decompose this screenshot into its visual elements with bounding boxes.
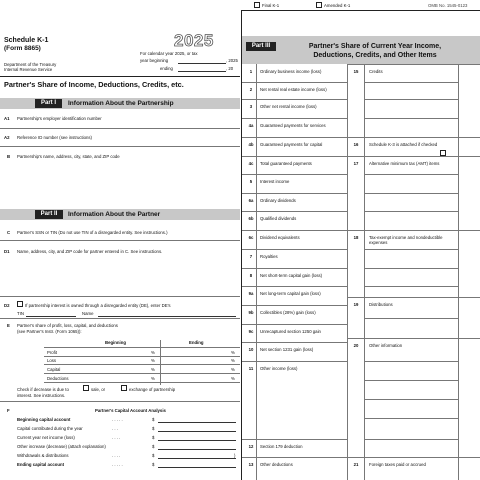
e-ending-header: Ending bbox=[189, 340, 204, 345]
line-11-number: 11 bbox=[248, 366, 254, 371]
line-4a-amount-field[interactable] bbox=[256, 137, 347, 138]
line-11-label: Other income (loss) bbox=[260, 366, 298, 371]
schedule-k3-checkbox[interactable] bbox=[440, 150, 446, 156]
capital-row-field[interactable] bbox=[158, 449, 236, 450]
right-entry-line[interactable] bbox=[364, 193, 458, 194]
withdrawals-paren: ) bbox=[234, 453, 236, 458]
line-6b-amount-field[interactable] bbox=[256, 230, 347, 231]
row-e-code: E bbox=[7, 323, 10, 328]
right-entry-line[interactable] bbox=[364, 399, 458, 400]
row-a2-label: Reference ID number (see instructions) bbox=[17, 135, 92, 140]
dept-treasury: Department of the Treasury bbox=[4, 62, 57, 67]
e-beginning-pct: % bbox=[151, 358, 155, 363]
row-d1-label: Name, address, city, and ZIP code for partner entered in C. See instructions. bbox=[17, 249, 163, 254]
line-18-number: 18 bbox=[353, 235, 359, 240]
e-row-label: Deductions bbox=[47, 376, 69, 381]
line-3-label: Other net rental income (loss) bbox=[260, 104, 317, 109]
e-beginning-pct: % bbox=[151, 367, 155, 372]
line-1-amount-field[interactable] bbox=[256, 82, 347, 83]
capital-row-field[interactable] bbox=[158, 422, 236, 423]
line-6c-number: 6c bbox=[248, 235, 254, 240]
calendar-year-text: For calendar year 2025, or tax bbox=[140, 51, 198, 56]
line-10-amount-field[interactable] bbox=[256, 361, 347, 362]
row-a1-label: Partnership's employer identification number bbox=[17, 116, 102, 121]
line-6a-number: 6a bbox=[248, 198, 254, 203]
final-k1-label: Final K-1 bbox=[262, 3, 280, 8]
row-f-code: F bbox=[7, 408, 10, 413]
right-entry-line[interactable] bbox=[364, 361, 458, 362]
line-4c-number: 4c bbox=[248, 161, 254, 166]
line-10-label: Net section 1231 gain (loss) bbox=[260, 347, 314, 352]
line-9a-label: Net long-term capital gain (loss) bbox=[260, 291, 321, 296]
line-16-label: Schedule K-3 is attached if checked bbox=[369, 142, 438, 147]
capital-row-label: Current year net income (loss) bbox=[17, 435, 75, 440]
capital-row-dots: . . . bbox=[112, 426, 118, 431]
capital-row-dots: . . . . . bbox=[112, 417, 123, 422]
line-12-number: 12 bbox=[248, 444, 254, 449]
capital-row-field[interactable] bbox=[158, 458, 236, 459]
right-entry-line[interactable] bbox=[364, 439, 458, 440]
line-8-number: 8 bbox=[249, 273, 253, 278]
line-2-label: Net rental real estate income (loss) bbox=[260, 87, 327, 92]
year-ending-suffix: , 20 bbox=[226, 66, 234, 71]
row-c-label: Partner's SSN or TIN (Do not use TIN of a disregarded entity. See instructions.) bbox=[17, 230, 168, 235]
part2-title: Information About the Partner bbox=[68, 211, 161, 218]
year-beginning-suffix: , 2025 bbox=[226, 58, 238, 63]
right-entry-line[interactable] bbox=[364, 286, 458, 287]
part3-title-line2: Deductions, Credits, and Other Items bbox=[313, 52, 437, 59]
line-13-number: 13 bbox=[248, 462, 254, 467]
capital-row-label: Ending capital account bbox=[17, 462, 65, 467]
row-b-code: B bbox=[7, 154, 11, 159]
e-beginning-header: Beginning bbox=[105, 340, 127, 345]
capital-row-dots: . . . . bbox=[112, 453, 121, 458]
disregarded-entity-checkbox[interactable] bbox=[17, 301, 23, 307]
line-3-amount-field[interactable] bbox=[256, 118, 347, 119]
tax-year: 2025 bbox=[174, 31, 214, 50]
final-k1-checkbox[interactable] bbox=[254, 2, 260, 8]
line-2-amount-field[interactable] bbox=[256, 99, 347, 100]
line-6b-label: Qualified dividends bbox=[260, 216, 297, 221]
line-17-number: 17 bbox=[353, 161, 359, 166]
capital-row-label: Withdrawals & distributions bbox=[17, 453, 69, 458]
capital-row-dollar: $ bbox=[152, 453, 155, 458]
right-entry-line[interactable] bbox=[364, 99, 458, 100]
part2-label: Part II bbox=[35, 210, 63, 219]
line-13-label: Other deductions bbox=[260, 462, 293, 467]
exchange-label: exchange of partnership bbox=[129, 387, 176, 392]
line-19-number: 19 bbox=[353, 302, 359, 307]
right-entry-line[interactable] bbox=[364, 174, 458, 175]
capital-row-dollar: $ bbox=[152, 417, 155, 422]
line-16-number: 16 bbox=[353, 142, 359, 147]
capital-row-dots: . . . . . bbox=[112, 462, 123, 467]
line-19-label: Distributions bbox=[369, 302, 393, 307]
right-entry-line[interactable] bbox=[364, 268, 458, 269]
right-entry-line[interactable] bbox=[364, 318, 458, 319]
exchange-checkbox[interactable] bbox=[121, 385, 127, 391]
e-row-label: Capital bbox=[47, 367, 61, 372]
line-17-label: Alternative minimum tax (AMT) items bbox=[369, 161, 440, 166]
right-entry-line[interactable] bbox=[364, 82, 458, 83]
line-6a-label: Ordinary dividends bbox=[260, 198, 296, 203]
year-ending-label: ending bbox=[160, 66, 173, 71]
form-title: Partner's Share of Income, Deductions, Credits, etc. bbox=[4, 80, 184, 89]
right-entry-line[interactable] bbox=[364, 249, 458, 250]
line-21-number: 21 bbox=[353, 462, 359, 467]
row-d1-code: D1 bbox=[4, 249, 10, 254]
capital-row-dollar: $ bbox=[152, 426, 155, 431]
right-entry-line[interactable] bbox=[364, 211, 458, 212]
line-12-label: Section 179 deduction bbox=[260, 444, 303, 449]
line-12-amount-field[interactable] bbox=[256, 457, 347, 458]
line-8-amount-field[interactable] bbox=[256, 286, 347, 287]
d2-name-field[interactable] bbox=[98, 316, 236, 317]
line-4b-amount-field[interactable] bbox=[256, 156, 347, 157]
row-a1-code: A1 bbox=[4, 116, 10, 121]
e-row-label: Loss bbox=[47, 358, 57, 363]
line-21-label: Foreign taxes paid or accrued bbox=[369, 462, 426, 467]
line-9a-number: 9a bbox=[248, 291, 254, 296]
sale-checkbox[interactable] bbox=[83, 385, 89, 391]
right-entry-line[interactable] bbox=[364, 118, 458, 119]
line-1-number: 1 bbox=[249, 69, 253, 74]
d2-tin-label: TIN bbox=[17, 311, 24, 316]
year-beginning-label: year beginning bbox=[140, 58, 169, 63]
row-b-label: Partnership's name, address, city, state, and ZIP code bbox=[17, 154, 120, 159]
line-20-label: Other information bbox=[369, 343, 403, 348]
part1-title: Information About the Partnership bbox=[68, 100, 174, 107]
line-15-number: 15 bbox=[353, 69, 359, 74]
e-check-text1: Check if decrease is due to bbox=[17, 387, 69, 392]
line-6a-amount-field[interactable] bbox=[256, 211, 347, 212]
capital-row-dollar: $ bbox=[152, 462, 155, 467]
line-6c-amount-field[interactable] bbox=[256, 249, 347, 250]
part1-label: Part I bbox=[35, 99, 62, 108]
e-beginning-pct: % bbox=[151, 350, 155, 355]
capital-row-field[interactable] bbox=[158, 431, 236, 432]
form-number: (Form 8865) bbox=[4, 45, 41, 52]
line-9c-label: Unrecaptured section 1250 gain bbox=[260, 329, 321, 334]
e-ending-pct: % bbox=[231, 350, 235, 355]
amended-k1-label: Amended K-1 bbox=[324, 3, 351, 8]
sale-label: sale, or bbox=[91, 387, 106, 392]
line-5-label: Interest income bbox=[260, 179, 290, 184]
amended-k1-checkbox[interactable] bbox=[316, 2, 322, 8]
line-4c-amount-field[interactable] bbox=[256, 174, 347, 175]
schedule-title: Schedule K-1 bbox=[4, 37, 49, 44]
line-5-number: 5 bbox=[249, 179, 253, 184]
omb-number: OMB No. 1545-0123 bbox=[428, 3, 468, 8]
capital-row-label: Capital contributed during the year bbox=[17, 426, 83, 431]
right-entry-line[interactable] bbox=[364, 418, 458, 419]
capital-row-label: Beginning capital account bbox=[17, 417, 71, 422]
capital-row-dots: . . . . bbox=[112, 435, 121, 440]
line-2-number: 2 bbox=[249, 87, 253, 92]
line-6b-number: 6b bbox=[248, 216, 254, 221]
year-beginning-field[interactable] bbox=[178, 63, 226, 64]
line-15-label: Credits bbox=[369, 69, 383, 74]
line-7-amount-field[interactable] bbox=[256, 268, 347, 269]
line-5-amount-field[interactable] bbox=[256, 193, 347, 194]
line-6c-label: Dividend equivalents bbox=[260, 235, 300, 240]
part3-label: Part III bbox=[246, 42, 276, 51]
e-ending-pct: % bbox=[231, 358, 235, 363]
capital-row-dollar: $ bbox=[152, 444, 155, 449]
row-e-label1: Partner's share of profit, loss, capital, and deductions bbox=[17, 323, 118, 328]
line-9b-label: Collectibles (28%) gain (loss) bbox=[260, 310, 316, 315]
line-9a-amount-field[interactable] bbox=[256, 305, 347, 306]
dept-irs: Internal Revenue Service bbox=[4, 67, 53, 72]
line-3-number: 3 bbox=[249, 104, 253, 109]
line-4b-label: Guaranteed payments for capital bbox=[260, 142, 323, 147]
line-11-amount-field[interactable] bbox=[256, 439, 347, 440]
capital-row-field[interactable] bbox=[158, 467, 236, 468]
e-check-text2: interest. See instructions. bbox=[17, 393, 66, 398]
right-entry-line[interactable] bbox=[364, 380, 458, 381]
line-4a-number: 4a bbox=[248, 123, 254, 128]
line-9c-number: 9c bbox=[248, 329, 254, 334]
line-10-number: 10 bbox=[248, 347, 254, 352]
line-9c-amount-field[interactable] bbox=[256, 342, 347, 343]
row-d2-label: If partnership interest is owned through a disregarded entity (DE), enter DE's bbox=[25, 303, 171, 308]
year-ending-field[interactable] bbox=[178, 71, 226, 72]
line-7-label: Royalties bbox=[260, 254, 278, 259]
line-9b-amount-field[interactable] bbox=[256, 324, 347, 325]
line-4c-label: Total guaranteed payments bbox=[260, 161, 312, 166]
part3-title-line1: Partner's Share of Current Year Income, bbox=[308, 43, 442, 50]
row-d2-code: D2 bbox=[4, 303, 10, 308]
row-e-label2: (see Partner's Instr. (Form 1065)): bbox=[17, 329, 82, 334]
line-18-label: Tax-exempt income and nondeductible expenses bbox=[369, 235, 443, 245]
e-ending-pct: % bbox=[231, 376, 235, 381]
row-a2-code: A2 bbox=[4, 135, 10, 140]
line-4b-number: 4b bbox=[248, 142, 254, 147]
line-1-label: Ordinary business income (loss) bbox=[260, 69, 322, 74]
line-4a-label: Guaranteed payments for services bbox=[260, 123, 326, 128]
line-9b-number: 9b bbox=[248, 310, 254, 315]
e-row-label: Profit bbox=[47, 350, 58, 355]
row-c-code: C bbox=[7, 230, 11, 235]
capital-row-dollar: $ bbox=[152, 435, 155, 440]
e-ending-pct: % bbox=[231, 367, 235, 372]
capital-row-field[interactable] bbox=[158, 440, 236, 441]
line-7-number: 7 bbox=[249, 254, 253, 259]
d2-tin-field[interactable] bbox=[26, 316, 76, 317]
capital-row-label: Other increase (decrease) (attach explanation) bbox=[17, 444, 106, 449]
e-beginning-pct: % bbox=[151, 376, 155, 381]
capital-account-title: Partner's Capital Account Analysis bbox=[95, 408, 166, 413]
line-8-label: Net short-term capital gain (loss) bbox=[260, 273, 323, 278]
d2-name-label: Name bbox=[82, 311, 94, 316]
line-20-number: 20 bbox=[353, 343, 359, 348]
